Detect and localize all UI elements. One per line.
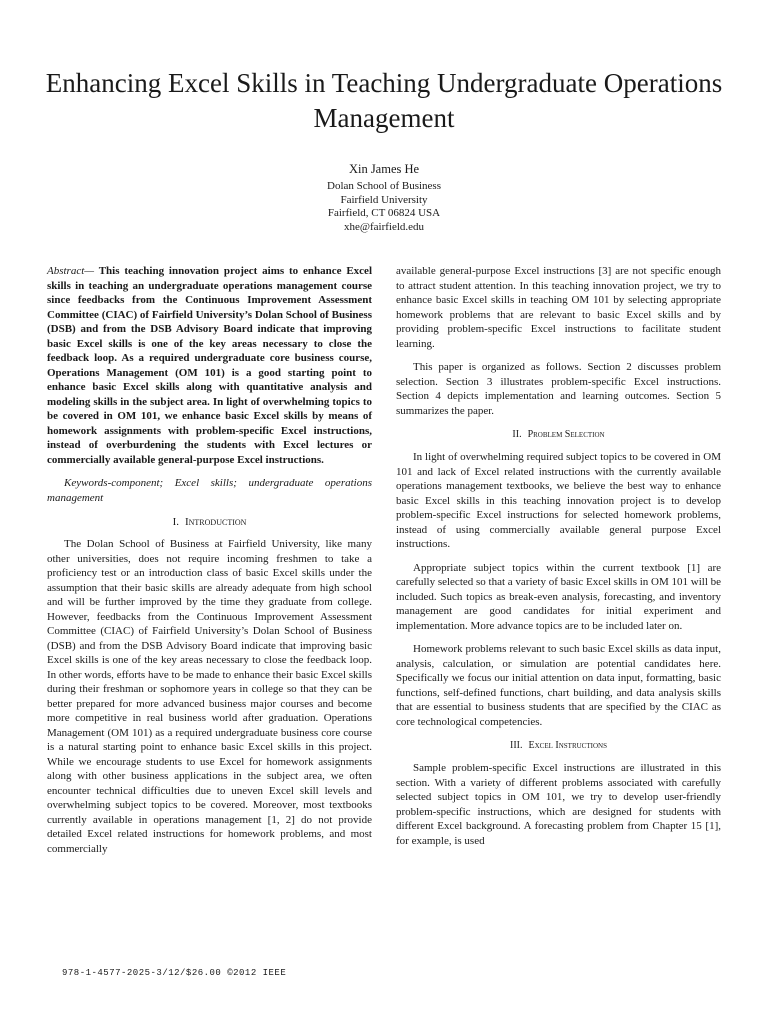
paragraph: In light of overwhelming required subject topics to be covered in OM 101 and lack of Excel related instructions with the currently available operations management textbooks, we believe the best way to enhance basic Excel skills in this teaching innovation project is to develop problem-specific Excel instructions for selected homework problems, instead of using commercially available general purpose Excel instructions.: [396, 451, 721, 550]
paragraph: Homework problems relevant to such basic Excel skills as data input, analysis, calculation, or simulation are potential candidates here. Specifically we focus our initial attention on data input, formatting, basic functions, self-defined functions, chart building, and data analysis skills that are essential to business students that are specified by the CIAC as core technological competencies.: [396, 643, 721, 728]
paper-title: Enhancing Excel Skills in Teaching Undergraduate Operations Management: [45, 68, 723, 133]
section-heading-introduction: [47, 515, 372, 529]
section-number: III.: [510, 740, 523, 751]
section-title: Introduction: [184, 516, 247, 528]
section-number: II.: [512, 429, 522, 440]
section-title: Problem Selection: [527, 429, 605, 440]
abstract: [47, 264, 372, 467]
section-heading-problem-selection: [396, 428, 721, 442]
paragraph: available general-purpose Excel instructions [3] are not specific enough to attract student attention. In this teaching innovation project, we try to enhance basic Excel skills in teaching OM 101 by selecting appropriate homework problems that are relevant to basic Excel skills and by providing problem-specific Excel instructions to facilitate student learning.: [396, 265, 721, 350]
abstract-text: This teaching innovation project aims to enhance Excel skills in teaching an undergraduate operations management course since feedbacks from the Continuous Improvement Assessment Committee (CIAC) of Fairfield University’s Dolan School of Business (DSB) and from the DSB Advisory Board indicate that improving basic Excel skills is one of the key areas necessary to close the feedback loop. As a required undergraduate core business course, Operations Management (OM 101) is a good starting point to enhance basic Excel skills along with quantitative analysis and modeling skills in the subject area. In light of overwhelming topics to be covered in OM 101, we enhance basic Excel skills by means of homework assignments with problem-specific Excel instructions, instead of overburdening the students with Excel lectures or commercially available general-purpose Excel instructions.: [47, 265, 372, 466]
author-email: xhe@fairfield.edu: [343, 220, 425, 233]
affiliation-address: Fairfield, CT 06824 USA: [327, 207, 441, 219]
paragraph: Appropriate subject topics within the current textbook [1] are carefully selected so that a variety of basic Excel skills in OM 101 will be included. Such topics as break-even analysis, forecasting, and inventory management are good candidates for initial experiment and implementation. More advance topics are to be included later on.: [396, 561, 722, 632]
author-name: Xin James He: [348, 162, 420, 176]
left-column: [47, 264, 372, 856]
section-title: Excel Instructions: [528, 740, 607, 751]
paragraph: Sample problem-specific Excel instructions are illustrated in this section. With a variety of different problems associated with carefully selected subject topics in OM 101, we try to develop user-friendly problem-specific instructions, which are designed for students with different Excel background. A forecasting problem from Chapter 15 [1], for example, is used: [396, 762, 721, 847]
author-affiliation: [0, 180, 768, 234]
copyright-footer: 978-1-4577-2025-3/12/$26.00 ©2012 IEEE: [62, 968, 287, 978]
section-heading-excel-instructions: [396, 739, 721, 753]
paragraph: The Dolan School of Business at Fairfield University, like many other universities, does not require incoming freshmen to take a proficiency test or an introduction class of basic Excel skills under the assumption that their basic skills are already adequate from high school and will be further improved by the time they graduate from college. However, feedbacks from the Continuous Improvement Assessment Committee (CIAC) of Fairfield University’s Dolan School of Business (DSB) and from the DSB Advisory Board indicate that improving basic Excel skills is one of the key areas necessary to close the feedback loop. In other words, efforts have to be made to enhance their basic Excel skills during their freshman or sophomore years in college so that they can be better prepared for more advanced business major courses and become more competitive in real business world after graduation. Operations Management (OM 101) as a required undergraduate business core course is a natural starting point to enhance basic Excel skills in this project. While we encourage students to use Excel for homework assignments along with other business applications in the subject area, we often encounter technical difficulties due to uneven Excel skill levels and overwhelming subject topics to be covered. Moreover, most textbooks currently available in operations management [1, 2] do not provide detailed Excel related instructions for homework problems, and most commercially: [47, 538, 372, 855]
affiliation-school: Dolan School of Business: [327, 180, 441, 192]
abstract-lead: Abstract—: [47, 265, 95, 277]
paragraph: This paper is organized as follows. Section 2 discusses problem selection. Section 3 illustrates problem-specific Excel instructions. Section 4 depicts implementation and learning outcomes. Section 5 summarizes the paper.: [396, 361, 721, 417]
section-number: I.: [172, 516, 179, 528]
affiliation-university: Fairfield University: [340, 193, 428, 206]
right-column: [396, 264, 721, 848]
keywords: Keywords-component; Excel skills; undergraduate operations management: [47, 477, 372, 504]
